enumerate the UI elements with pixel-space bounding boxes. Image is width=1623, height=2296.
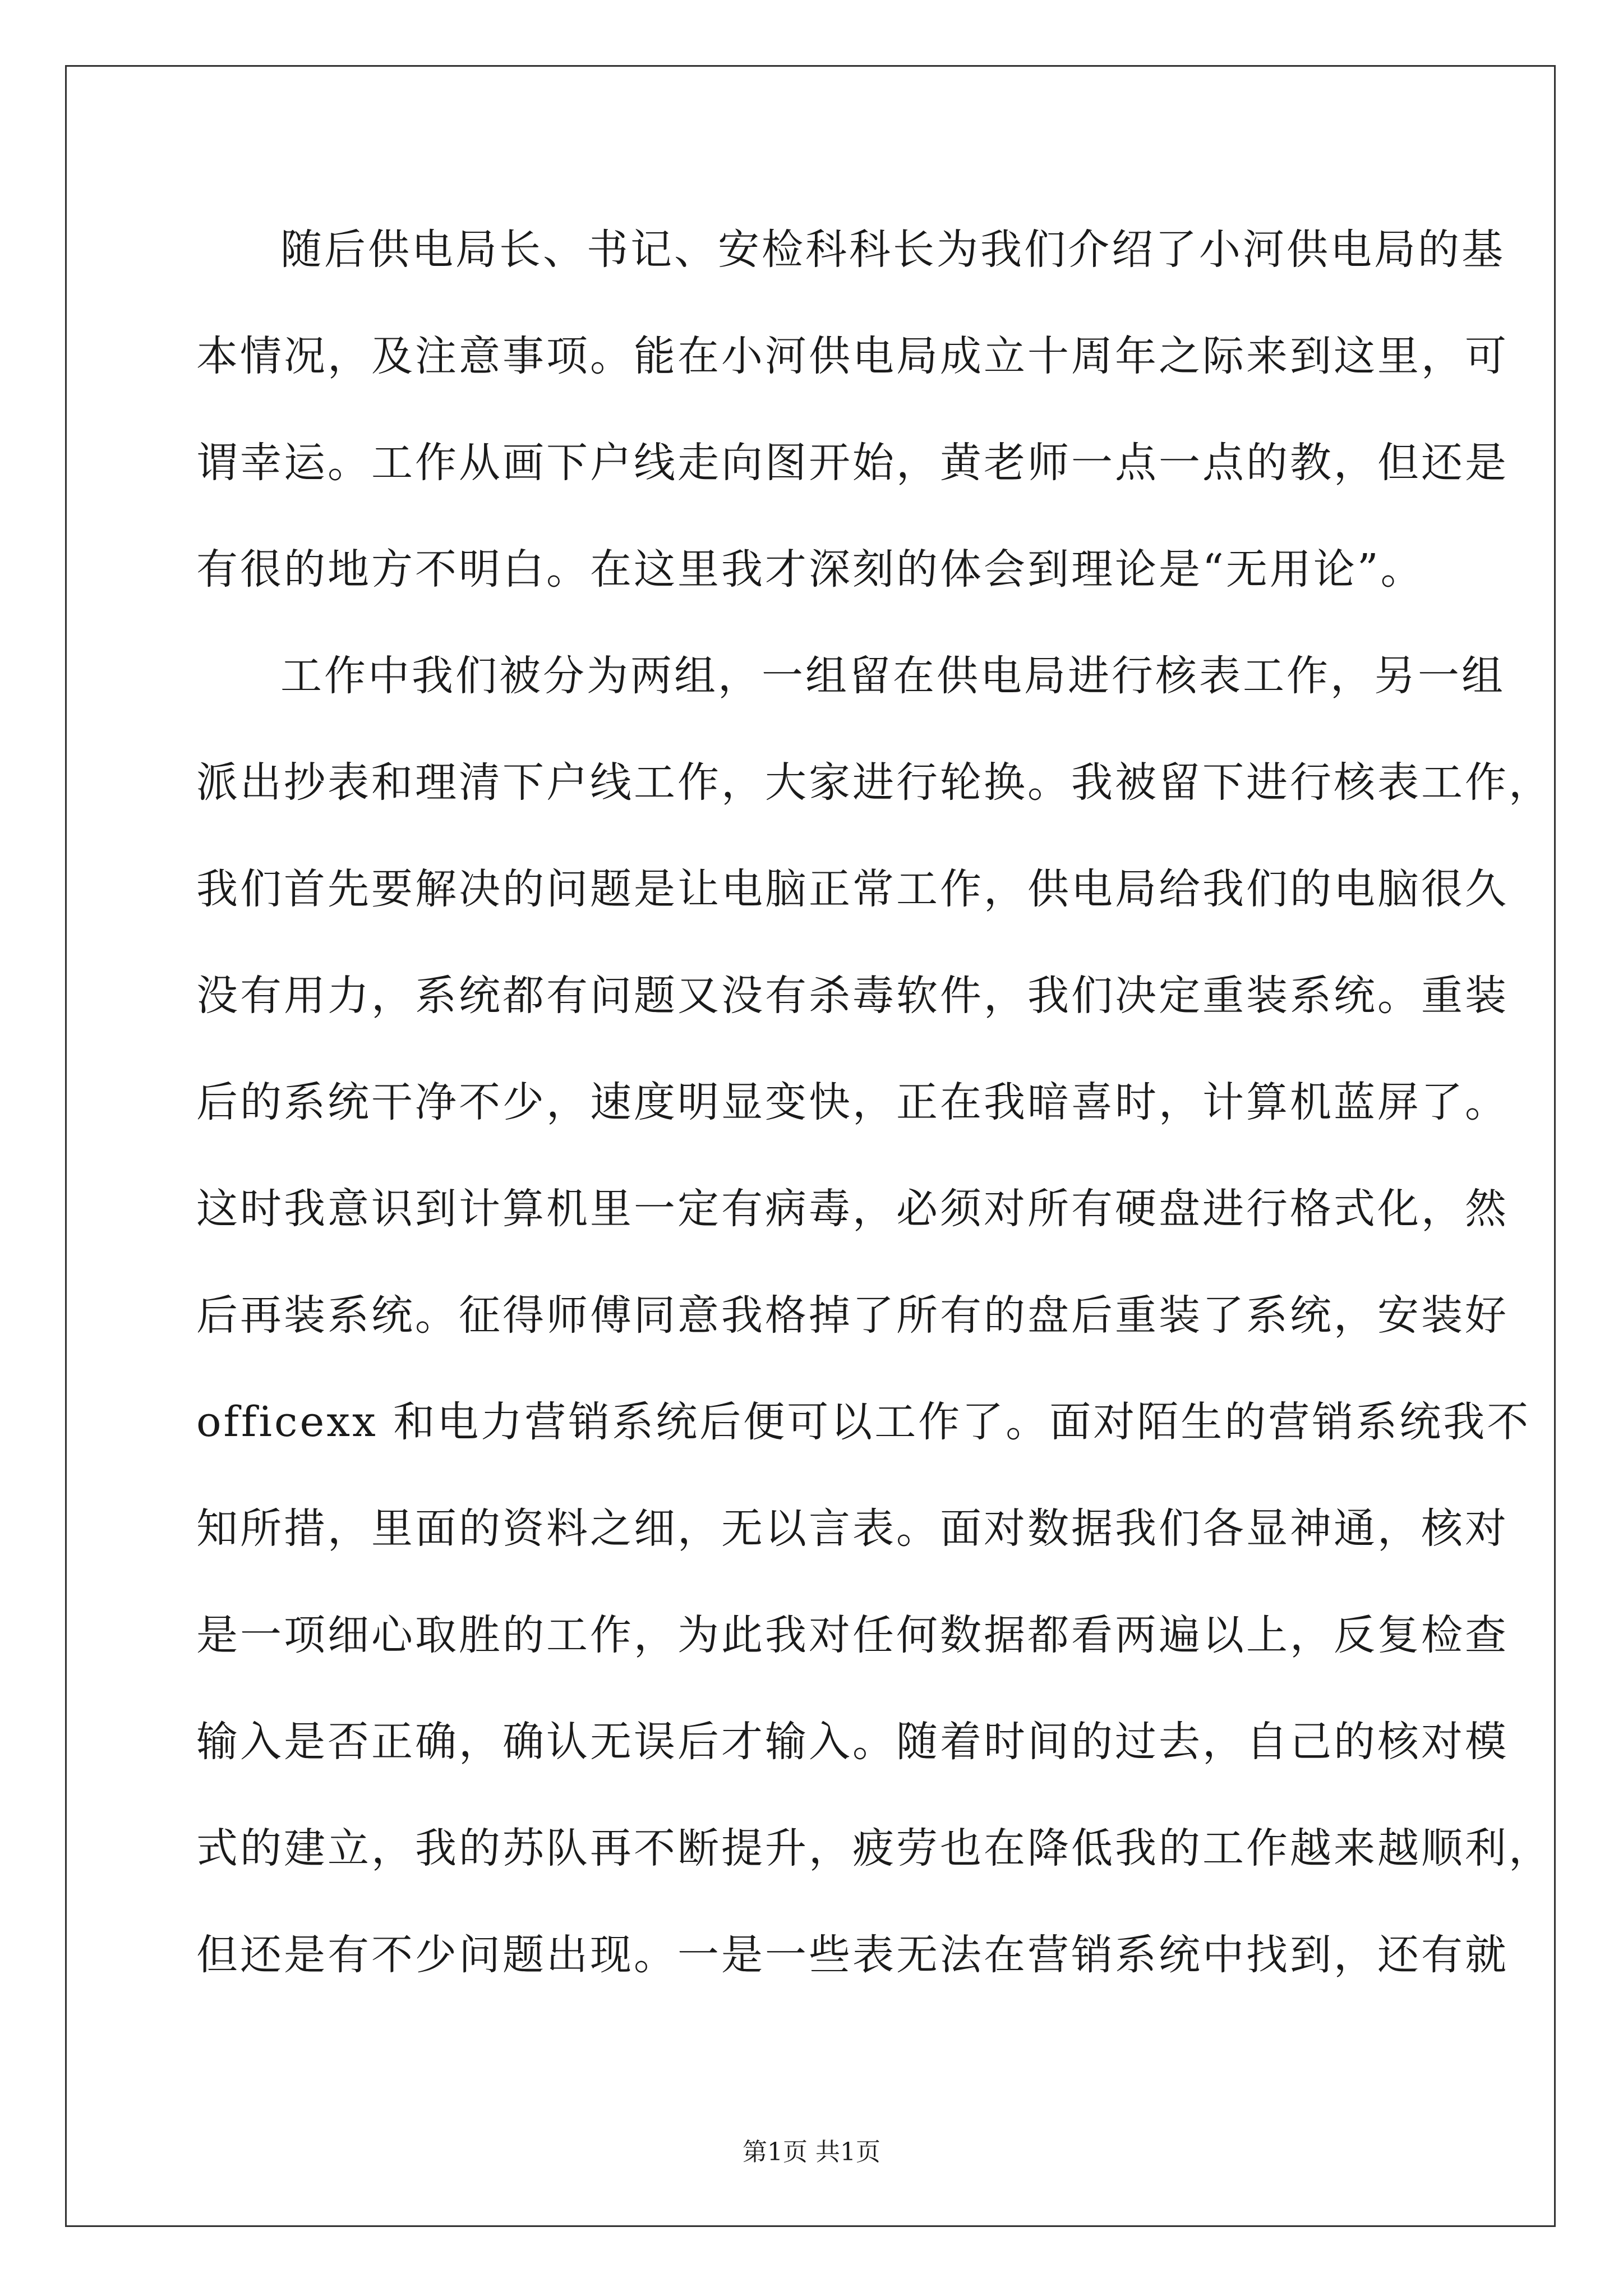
text-line: 后再装系统。征得师傅同意我格掉了所有的盘后重装了系统，安装好 — [196, 1291, 1509, 1340]
text-line: 工作中我们被分为两组，一组留在供电局进行核表工作，另一组 — [280, 652, 1505, 700]
text-line: officexx 和电力营销系统后便可以工作了。面对陌生的营销系统我不 — [196, 1398, 1531, 1446]
text-line: 式的建立，我的苏队再不断提升，疲劳也在降低我的工作越来越顺利， — [196, 1824, 1552, 1872]
text-line: 我们首先要解决的问题是让电脑正常工作，供电局给我们的电脑很久 — [196, 865, 1509, 913]
text-line: 是一项细心取胜的工作，为此我对任何数据都看两遍以上，反复检查 — [196, 1611, 1509, 1659]
text-line: 本情况，及注意事项。能在小河供电局成立十周年之际来到这里，可 — [196, 332, 1509, 380]
text-line: 没有用力，系统都有问题又没有杀毒软件，我们决定重装系统。重装 — [196, 972, 1509, 1020]
text-line: 但还是有不少问题出现。一是一些表无法在营销系统中找到，还有就 — [196, 1931, 1509, 1979]
text-line: 这时我意识到计算机里一定有病毒，必须对所有硬盘进行格式化，然 — [196, 1185, 1509, 1233]
text-line: 知所措，里面的资料之细，无以言表。面对数据我们各显神通，核对 — [196, 1504, 1509, 1553]
text-line: 有很的地方不明白。在这里我才深刻的体会到理论是“无用论”。 — [196, 545, 1424, 593]
page-footer: 第1页 共1页 — [743, 2138, 880, 2166]
text-line: 谓幸运。工作从画下户线走向图开始，黄老师一点一点的教，但还是 — [196, 439, 1509, 487]
text-line: 后的系统干净不少，速度明显变快，正在我暗喜时，计算机蓝屏了。 — [196, 1078, 1509, 1126]
text-line: 输入是否正确，确认无误后才输入。随着时间的过去，自己的核对模 — [196, 1718, 1509, 1766]
text-line: 随后供电局长、书记、安检科科长为我们介绍了小河供电局的基 — [280, 226, 1505, 274]
text-line: 派出抄表和理清下户线工作，大家进行轮换。我被留下进行核表工作， — [196, 758, 1552, 807]
